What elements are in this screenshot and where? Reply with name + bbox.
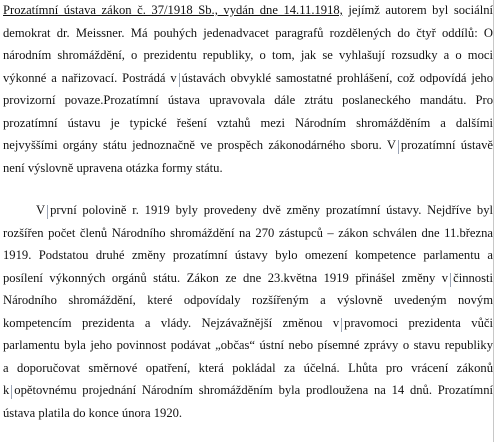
text-line [3, 67, 493, 90]
text-run: V [36, 203, 46, 217]
text-line [3, 134, 493, 157]
text-line [3, 289, 493, 312]
text-run: k [3, 383, 10, 397]
text-run: není výslovně upravena otázka formy státu. [3, 160, 223, 175]
text-run: nejvyššími orgány státu jednoznačně ve prospěch zákonodárného sboru. V [3, 138, 396, 152]
paragraph-1 [3, 0, 493, 179]
text-run: činnosti [453, 270, 493, 285]
text-line [3, 44, 493, 67]
text-line [3, 0, 493, 22]
revision-mark-icon [341, 318, 342, 332]
revision-mark-icon [179, 73, 180, 87]
page-margin-rule [493, 0, 494, 442]
text-run: opětovnému projednání Národním shromážděním byla prodloužena na 14 dnů. Prozatímní [14, 383, 493, 397]
text-run: prozatímní ústavě [400, 138, 493, 152]
text-line [3, 267, 493, 290]
revision-mark-icon [450, 273, 451, 287]
paragraph-2 [3, 199, 493, 424]
text-line [3, 112, 493, 135]
revision-mark-icon [47, 205, 48, 219]
text-run: prozatímní ústavu je typické řešení vztahů mezi Národním shromážděním a dalšími [3, 115, 493, 130]
text-line [3, 312, 493, 335]
underlined-text: Prozatímní ústava zákon č. 37/1918 Sb., vydán dne 14.11.1918, [3, 3, 343, 17]
revision-mark-icon [398, 140, 399, 154]
text-line [3, 244, 493, 267]
text-line [3, 157, 493, 180]
text-line [3, 334, 493, 357]
text-run: demokrat dr. Meissner. Má pouhých jedenadvacet paragrafů rozdělených do čtyř oddílů: O [3, 25, 493, 40]
text-run: posílení výkonných orgánů státu. Zákon ze dne 23.května 1919 přinášel změny v [3, 270, 449, 285]
text-run: první polovině r. 1919 byly provedeny dvě změny prozatímní ústavy. Nejdříve byl [50, 203, 493, 217]
text-run: pravomoci prezidenta vůči [344, 315, 493, 330]
text-line [3, 222, 493, 245]
text-run: ústavách obvyklé samostatné prohlášení, což odpovídá jeho [181, 70, 493, 85]
text-run: národním shromáždění, o prezidentu republiky, o tom, jak se vyhlašují rozsudky a o moci [3, 48, 493, 62]
text-line [3, 22, 493, 45]
text-run: jejímž autorem byl sociální [342, 3, 493, 17]
text-line [3, 402, 493, 425]
text-run: provizorní povaze.Prozatímní ústava upravovala dále ztrátu poslaneckého mandátu. Pro [3, 93, 493, 107]
text-run: parlamentu byla jeho povinnost podávat „občas“ ústní nebo písemné zprávy o stavu republiky [3, 338, 493, 352]
text-line [3, 89, 493, 112]
text-line [3, 379, 493, 402]
text-run: výkonné a nařizovací. Postrádá v [3, 70, 177, 85]
text-line [3, 199, 493, 222]
revision-mark-icon [11, 385, 12, 399]
text-line [3, 357, 493, 380]
text-run: Národního shromáždění, které odpovídaly rozšířeným a výslovně uvedeným novým [3, 293, 493, 307]
text-run: rozšířen počet členů Národního shromáždění na 270 zástupců – zákon schválen dne 11.března [3, 225, 493, 240]
text-run: a doporučovat směrnové opatření, která pokládal za účelná. Lhůta pro vrácení zákonů [3, 360, 493, 375]
text-run: kompetencím prezidenta a vlády. Nejzávažnější změnou v [3, 315, 340, 330]
text-run: ústava platila do konce února 1920. [3, 405, 183, 420]
text-run: 1919. Podstatou druhé změny prozatímní ústavy bylo omezení kompetence parlamentu a [3, 248, 493, 262]
